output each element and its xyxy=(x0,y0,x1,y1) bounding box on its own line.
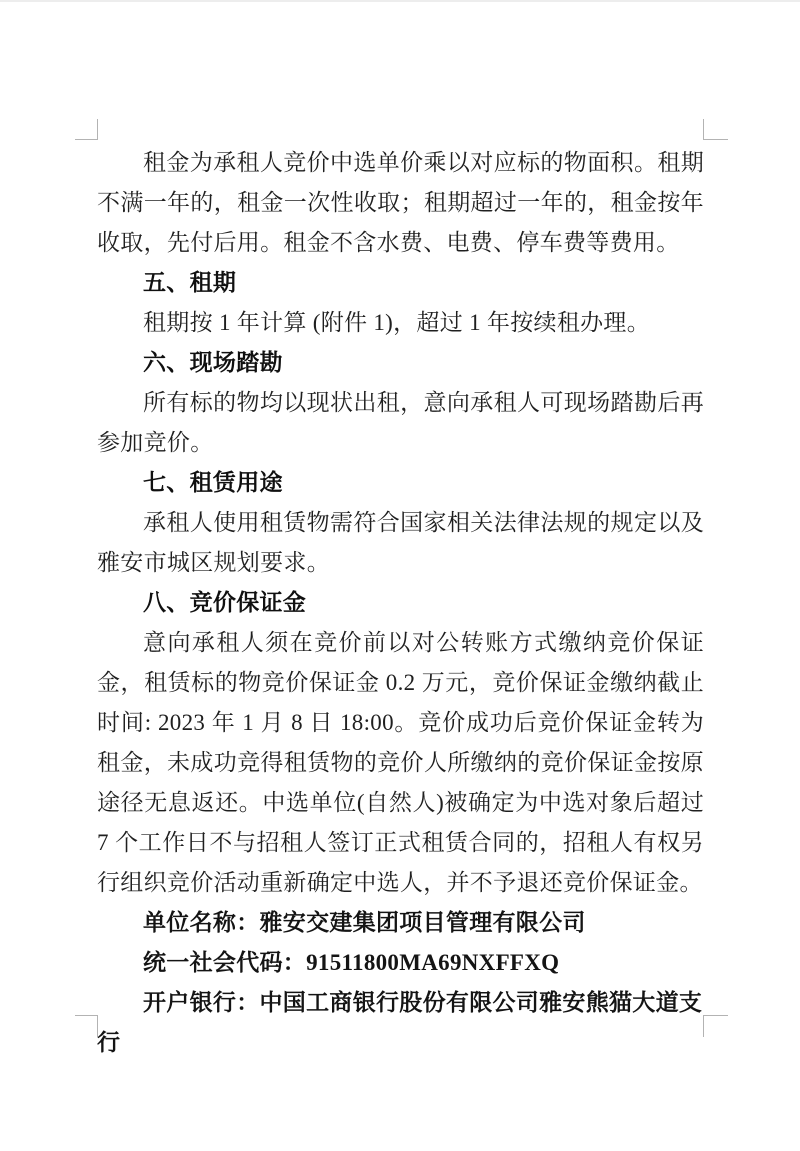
paragraph: 意向承租人须在竞价前以对公转账方式缴纳竞价保证金，租赁标的物竞价保证金 0.2 万元，竞价保证金缴纳截止时间: 2023 年 1 月 8 日 18:00。竞价成功后竞价保证金转为租金，未成功竞得租赁物的竞价人所缴纳的竞价保证金按原途径无息返还。中选单位(自然人)被确定为中选对象后超过 7 个工作日不与招租人签订正式租赁合同的，招租人有权另行组织竞价活动重新确定中选人，并不予退还竞价保证金。 xyxy=(97,630,704,895)
text-boundary-mark-bottom-right xyxy=(703,1015,728,1037)
section-heading: 五、租期 xyxy=(143,270,237,295)
paragraph: 承租人使用租赁物需符合国家相关法律法规的规定以及雅安市城区规划要求。 xyxy=(97,510,704,575)
text-boundary-mark-bottom-left xyxy=(75,1015,98,1037)
paragraph: 所有标的物均以现状出租，意向承租人可现场踏勘后再参加竞价。 xyxy=(97,390,704,455)
text-boundary-mark-top-right xyxy=(703,119,728,140)
section-heading: 七、租赁用途 xyxy=(143,470,283,495)
section-heading: 八、竞价保证金 xyxy=(143,590,307,615)
paragraph: 单位名称：雅安交建集团项目管理有限公司 xyxy=(143,910,586,935)
paragraph: 租金为承租人竞价中选单价乘以对应标的物面积。租期不满一年的，租金一次性收取；租期超过一年的，租金按年收取，先付后用。租金不含水费、电费、停车费等费用。 xyxy=(97,150,704,255)
document-body xyxy=(97,143,704,1063)
paragraph: 租期按 1 年计算 (附件 1)，超过 1 年按续租办理。 xyxy=(143,310,651,335)
section-heading: 六、现场踏勘 xyxy=(143,350,283,375)
text-boundary-mark-top-left xyxy=(75,119,98,140)
paragraph: 统一社会代码：91511800MA69NXFFXQ xyxy=(143,950,560,975)
paragraph: 开户银行：中国工商银行股份有限公司雅安熊猫大道支行 xyxy=(97,990,703,1055)
